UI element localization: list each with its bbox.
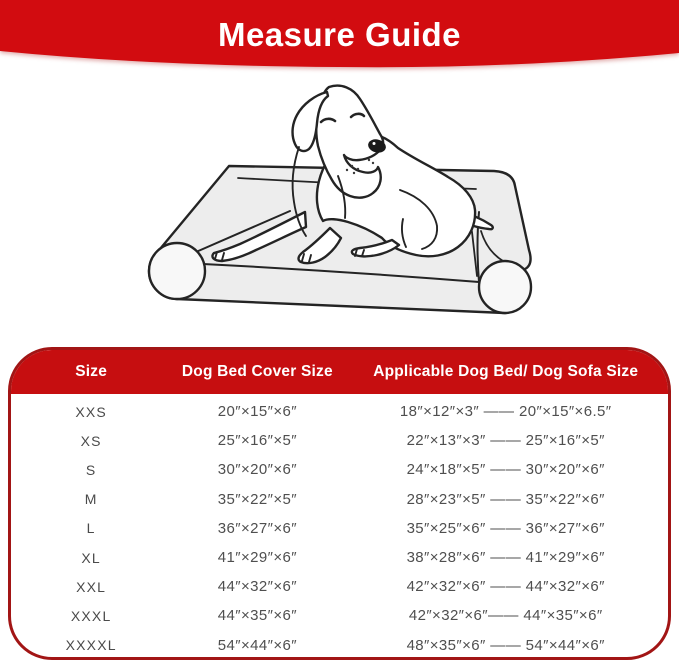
table-body [11,394,668,660]
applicable-size-cell: 38″×28″×6″ —— 41″×29″×6″ [406,549,605,567]
table-row [11,397,668,426]
cover-size-cell: 20″×15″×6″ [217,403,297,421]
page-title: Measure Guide [217,16,462,53]
applicable-size-cell: 24″×18″×5″ —— 30″×20″×6″ [406,461,605,479]
cover-size-cell: 25″×16″×5″ [217,432,297,450]
cover-size-cell: 54″×44″×6″ [217,636,297,654]
size-cell: XXXXL [65,637,117,654]
header-cover-size: Dog Bed Cover Size [181,363,333,380]
size-table [8,347,671,660]
size-cell: S [85,461,97,478]
table-row [11,543,668,572]
table-row [11,455,668,484]
applicable-size-cell: 28″×23″×5″ —— 35″×22″×6″ [406,490,605,508]
applicable-size-cell: 42″×32″×6″ —— 44″×32″×6″ [406,578,605,596]
cover-size-cell: 44″×35″×6″ [217,607,297,625]
cover-size-cell: 30″×20″×6″ [217,461,297,479]
size-cell: L [86,520,96,537]
size-cell: XXXL [70,607,112,624]
size-cell: M [84,491,98,508]
cover-size-cell: 41″×29″×6″ [217,549,297,567]
table-row [11,572,668,601]
dog-bed-illustration [0,75,679,345]
header-size: Size [75,363,108,380]
size-cell: XXS [75,403,107,420]
size-cell: XXL [76,578,107,595]
table-row [11,601,668,630]
table-row [11,631,668,660]
applicable-size-cell: 22″×13″×3″ —— 25″×16″×5″ [406,432,605,450]
size-cell: XL [81,549,101,566]
cover-size-cell: 44″×32″×6″ [217,578,297,596]
size-cell: XS [80,432,102,449]
cover-size-cell: 36″×27″×6″ [217,519,297,537]
table-header-row [11,350,668,394]
applicable-size-cell: 35″×25″×6″ —— 36″×27″×6″ [406,519,605,537]
header-applicable-size: Applicable Dog Bed/ Dog Sofa Size [373,363,639,380]
cover-size-cell: 35″×22″×5″ [217,490,297,508]
table-row [11,514,668,543]
applicable-size-cell: 18″×12″×3″ —— 20″×15″×6.5″ [399,403,612,421]
table-row [11,426,668,455]
applicable-size-cell: 42″×32″×6″—— 44″×35″×6″ [408,607,603,625]
applicable-size-cell: 48″×35″×6″ —— 54″×44″×6″ [406,636,605,654]
table-row [11,485,668,514]
